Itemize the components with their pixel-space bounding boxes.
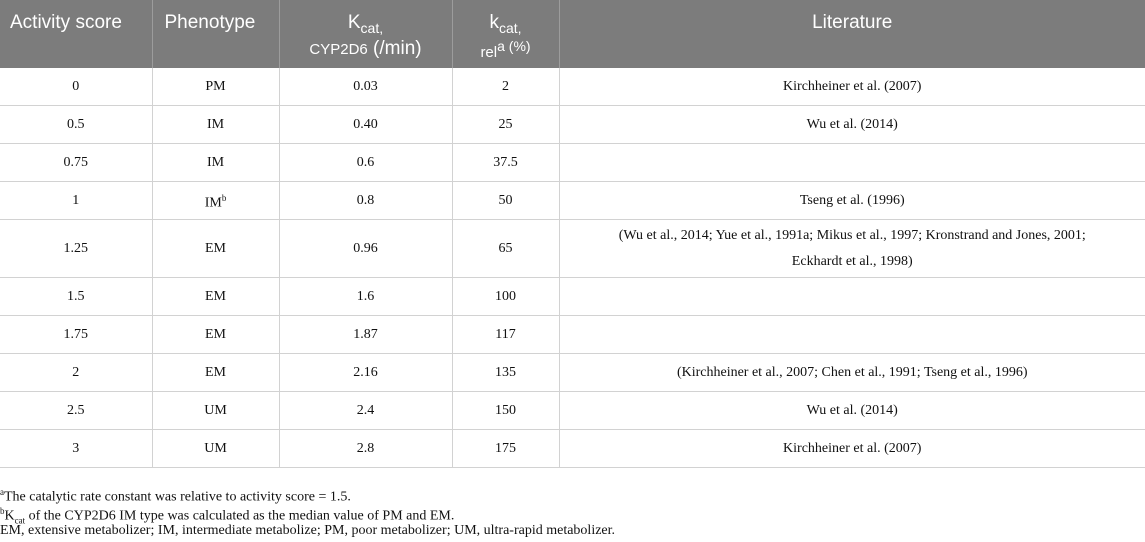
cell-kcat: 1.6 bbox=[279, 278, 452, 316]
cell-kcat: 1.87 bbox=[279, 316, 452, 354]
cell-literature: Wu et al. (2014) bbox=[559, 106, 1145, 144]
cell-phenotype: UM bbox=[152, 430, 279, 468]
header-phenotype: Phenotype bbox=[152, 0, 279, 68]
cell-kcat: 2.8 bbox=[279, 430, 452, 468]
cell-score: 1 bbox=[0, 182, 152, 220]
cell-phenotype: IM bbox=[152, 144, 279, 182]
cell-rel: 117 bbox=[452, 316, 559, 354]
table-row bbox=[0, 68, 1145, 106]
cell-phenotype: IM bbox=[152, 106, 279, 144]
cell-literature: Kirchheiner et al. (2007) bbox=[559, 68, 1145, 106]
cell-score: 2.5 bbox=[0, 392, 152, 430]
table-row bbox=[0, 316, 1145, 354]
header-activity-score: Activity score bbox=[0, 0, 152, 68]
cell-phenotype: UM bbox=[152, 392, 279, 430]
cell-literature bbox=[559, 316, 1145, 354]
table-row bbox=[0, 430, 1145, 468]
cell-kcat: 0.8 bbox=[279, 182, 452, 220]
footnote-b: $^bK_{cat}$ of the CYP2D6 IM type was calculated as the median value of PM and EM. bbox=[0, 506, 455, 526]
cell-phenotype: EM bbox=[152, 220, 279, 278]
cell-rel: 100 bbox=[452, 278, 559, 316]
cell-literature: Wu et al. (2014) bbox=[559, 392, 1145, 430]
cell-score: 1.75 bbox=[0, 316, 152, 354]
cell-phenotype: EM bbox=[152, 278, 279, 316]
header-kcat-rel: $k_{cat,}$ rel$^{a (\%)}$ bbox=[452, 0, 559, 68]
cell-literature: Tseng et al. (1996) bbox=[559, 182, 1145, 220]
cell-score: 1.5 bbox=[0, 278, 152, 316]
table-header-row bbox=[0, 0, 1145, 68]
table-row bbox=[0, 144, 1145, 182]
cell-kcat: 0.40 bbox=[279, 106, 452, 144]
header-kcat-cyp2d6: $K_{cat,}$ CYP2D6 (/min) bbox=[279, 0, 452, 68]
footnote-abbreviations: EM, extensive metabolizer; IM, intermediate metabolize; PM, poor metabolizer; UM, ultra-rapid metabolizer. bbox=[0, 523, 616, 538]
cell-rel: 175 bbox=[452, 430, 559, 468]
cell-rel: 150 bbox=[452, 392, 559, 430]
cell-phenotype: $IM^b$ bbox=[152, 182, 279, 220]
cell-literature bbox=[559, 278, 1145, 316]
cell-score: 0 bbox=[0, 68, 152, 106]
cell-literature: (Wu et al., 2014; Yue et al., 1991a; Mikus et al., 1997; Kronstrand and Jones, 2001; Eckhardt et al., 1998) bbox=[559, 220, 1145, 278]
cell-rel: 37.5 bbox=[452, 144, 559, 182]
cell-phenotype: PM bbox=[152, 68, 279, 106]
cell-rel: 25 bbox=[452, 106, 559, 144]
cell-score: 2 bbox=[0, 354, 152, 392]
header-literature: Literature bbox=[559, 0, 1145, 68]
footnote-mark-b: b bbox=[221, 192, 227, 203]
cell-phenotype: EM bbox=[152, 316, 279, 354]
cell-kcat: 0.03 bbox=[279, 68, 452, 106]
cell-literature bbox=[559, 144, 1145, 182]
cell-literature: Kirchheiner et al. (2007) bbox=[559, 430, 1145, 468]
table-row bbox=[0, 182, 1145, 220]
footnote-a: $^a$The catalytic rate constant was relative to activity score = 1.5. bbox=[0, 487, 351, 505]
cell-score: 0.5 bbox=[0, 106, 152, 144]
table-row bbox=[0, 106, 1145, 144]
cell-rel: 50 bbox=[452, 182, 559, 220]
cell-kcat: 2.4 bbox=[279, 392, 452, 430]
cell-rel: 2 bbox=[452, 68, 559, 106]
cell-literature: (Kirchheiner et al., 2007; Chen et al., 1991; Tseng et al., 1996) bbox=[559, 354, 1145, 392]
cell-kcat: 0.6 bbox=[279, 144, 452, 182]
cell-kcat: 0.96 bbox=[279, 220, 452, 278]
table-footnotes bbox=[0, 483, 615, 540]
cell-kcat: 2.16 bbox=[279, 354, 452, 392]
cell-score: 0.75 bbox=[0, 144, 152, 182]
cell-score: 1.25 bbox=[0, 220, 152, 278]
table-row bbox=[0, 392, 1145, 430]
table-row bbox=[0, 278, 1145, 316]
cell-score: 3 bbox=[0, 430, 152, 468]
table-row bbox=[0, 220, 1145, 278]
cell-rel: 135 bbox=[452, 354, 559, 392]
table-row bbox=[0, 354, 1145, 392]
cell-rel: 65 bbox=[452, 220, 559, 278]
cell-phenotype: EM bbox=[152, 354, 279, 392]
